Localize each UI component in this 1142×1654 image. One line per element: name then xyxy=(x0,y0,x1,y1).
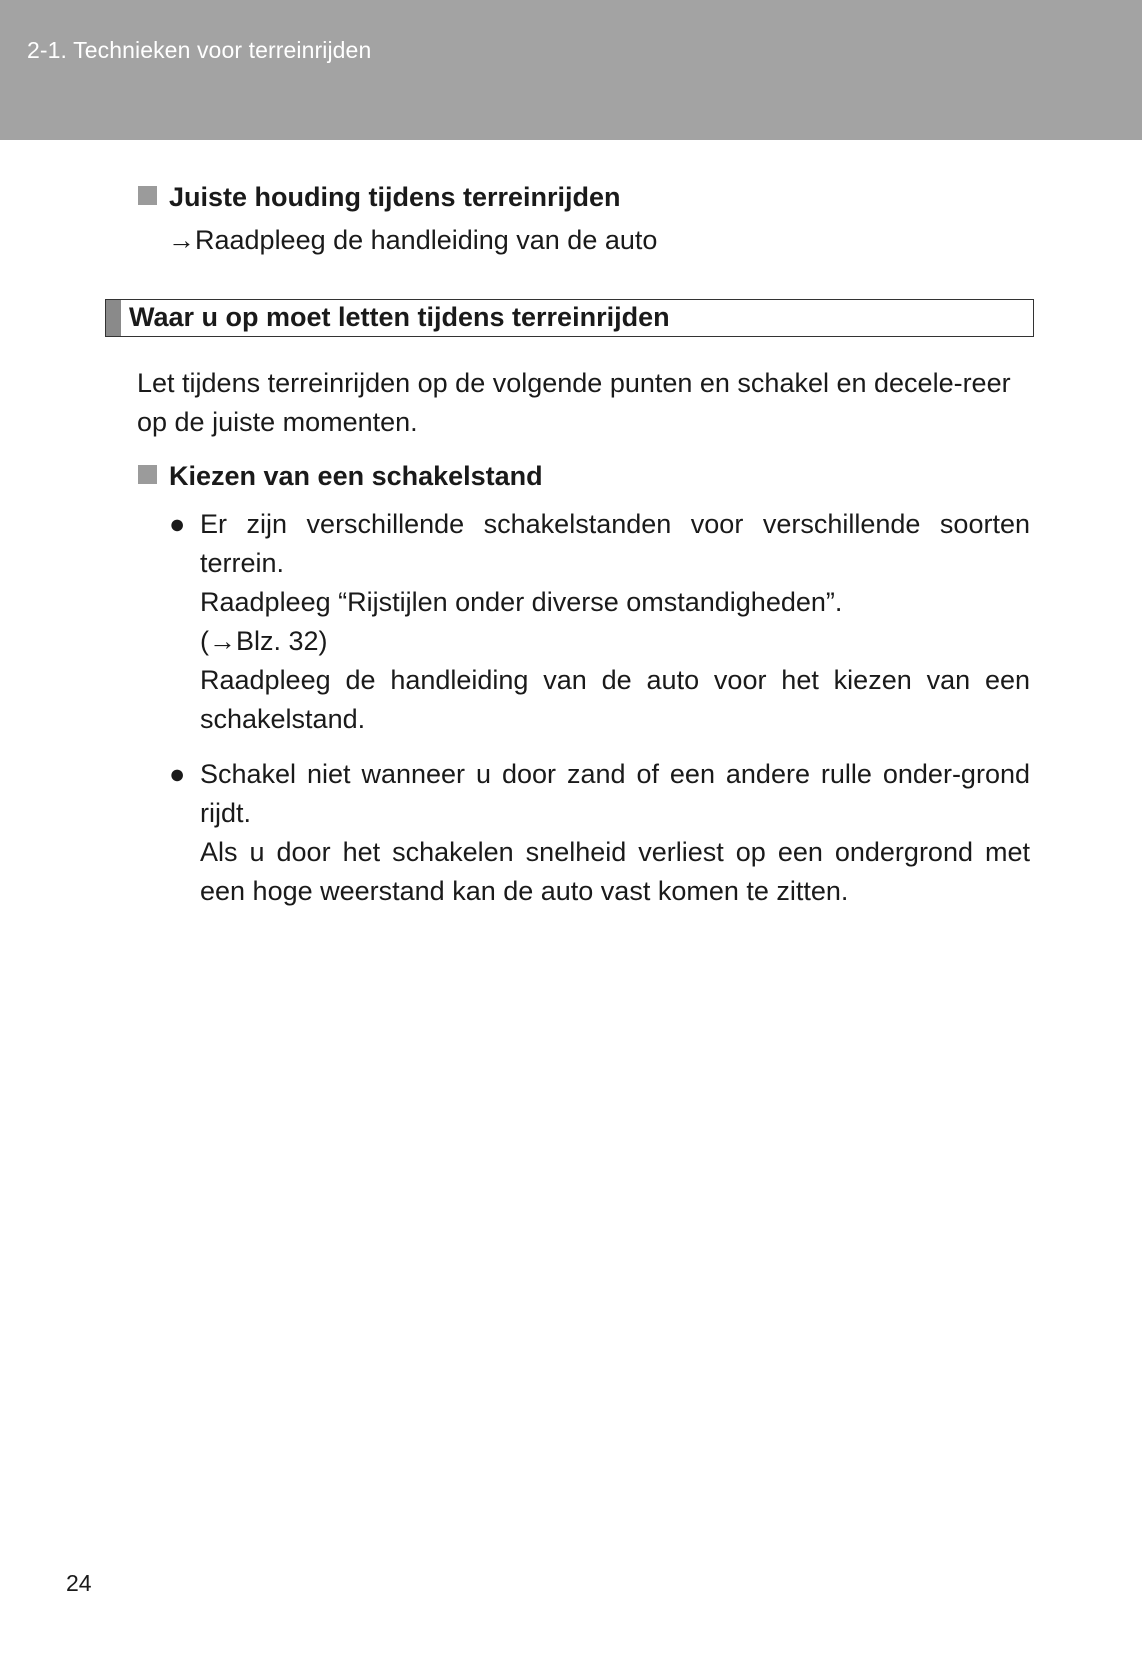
bullet-item xyxy=(169,755,1030,911)
subsection-heading-text: Kiezen van een schakelstand xyxy=(169,461,543,491)
bullet-line: Schakel niet wanneer u door zand of een andere rulle onder-grond rijdt. xyxy=(200,759,1030,828)
bullet-item xyxy=(169,505,1030,739)
bullet-body xyxy=(200,755,1030,911)
intro-paragraph: Let tijdens terreinrijden op de volgende punten en schakel en decele-reer op de juiste momenten. xyxy=(137,368,1011,437)
bullet-dot-icon: ● xyxy=(169,509,186,539)
bullet-line: Raadpleeg de handleiding van de auto voor het kiezen van een schakelstand. xyxy=(200,665,1030,734)
subsection-heading-gear xyxy=(138,461,543,492)
section-title-box xyxy=(105,299,1034,337)
square-bullet-icon xyxy=(138,465,157,484)
section-title: Waar u op moet letten tijdens terreinrijden xyxy=(129,302,670,332)
subsection-heading-text: Juiste houding tijdens terreinrijden xyxy=(169,182,621,212)
bullet-line: Er zijn verschillende schakelstanden voor verschillende soorten terrein. xyxy=(200,509,1030,578)
reference-link: →Raadpleeg de handleiding van de auto xyxy=(168,225,658,255)
subsection-heading-posture xyxy=(138,182,621,213)
bullet-body xyxy=(200,505,1030,739)
breadcrumb: 2-1. Technieken voor terreinrijden xyxy=(27,37,372,63)
section-marker-bar xyxy=(106,300,121,336)
bullet-line: Als u door het schakelen snelheid verliest op een ondergrond met een hoge weerstand kan de auto vast komen te zitten. xyxy=(200,837,1030,906)
header-band xyxy=(0,0,1142,140)
page-number: 24 xyxy=(66,1570,92,1596)
bullet-line: (→Blz. 32) xyxy=(200,626,328,656)
bullet-dot-icon: ● xyxy=(169,759,186,789)
bullet-line: Raadpleeg “Rijstijlen onder diverse omstandigheden”. xyxy=(200,587,843,617)
square-bullet-icon xyxy=(138,186,157,205)
